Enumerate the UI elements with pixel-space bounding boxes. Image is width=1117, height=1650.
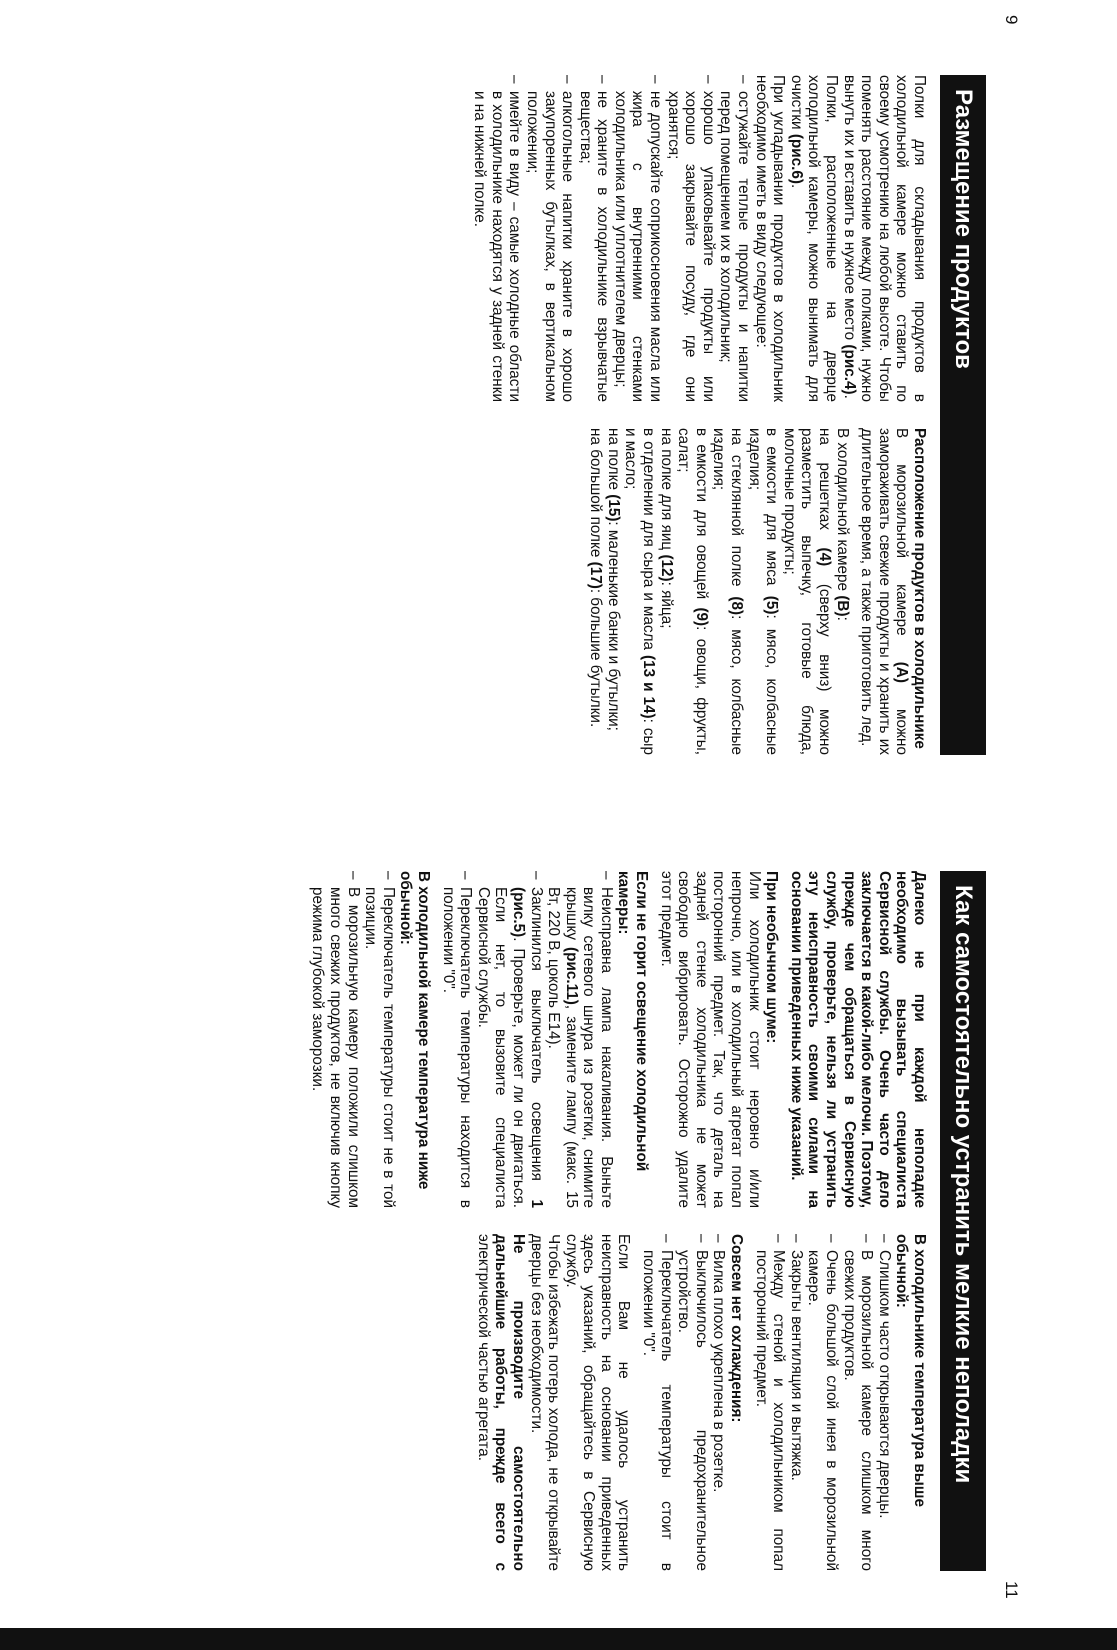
subheading: Совсем нет охлаждения: [728,1234,746,1423]
paragraph: на большой полке (17): большие бутылки. [587,428,605,728]
left-column-2 [471,428,928,755]
paragraph: в отделении для сыра и масла (13 и 14): сыр и масло; [622,428,658,756]
paragraph: на стеклянной полке (8): мясо, колбасные изделия; [710,428,746,756]
list-item: – Вилка плохо укреплена в розетке. [710,1234,728,1571]
list-item: – не допускайте соприкосновения масла или жира с внутренними стенками холодильника или уплотнителем дверцы; [611,75,664,402]
subheading: В холодильной камере температура ниже обычной: [397,871,432,1190]
paragraph: на полке для яиц (12): яйца; [657,428,675,629]
list-item: – Переключатель температуры стоит не в той позиции. [362,871,397,1208]
troubleshoot-list [640,1234,728,1571]
paragraph: на полке (15): маленькие банки и бутылки; [604,428,622,731]
right-page [309,871,986,1571]
list-item: – Между стеной и холодильником попал посторонний предмет. [752,1234,787,1571]
paragraph: В морозильной камере (A) можно замораживать свежие продукты и хранить их длительное время, а также приготовить лед. [858,428,911,756]
paragraph: В холодильной камере (B): [833,428,851,621]
left-page [471,75,986,755]
right-section-title: Как самостоятельно устранить мелкие неполадки [940,871,986,1571]
list-item: – В морозильной камере слишком много свежих продуктов. [840,1234,875,1571]
troubleshoot-list [309,871,397,1208]
tips-list [471,75,753,402]
paragraph: Чтобы избежать потерь холода, не открывайте дверцы без необходимости. [527,1234,563,1571]
page-number-right: 11 [1002,1581,1021,1599]
list-item: – Неисправна лампа накаливания. Выньте вилку сетевого шнура из розетки, снимите крышку (рис.11), замените лампу (макс. 15 Вт, 220 В, цоколь E14). [545,871,615,1208]
paragraph: Если Вам не удалось устранить неисправность на основании приведенных здесь указаний, обращайтесь в Сервисную службу. [562,1234,633,1571]
left-column-1 [471,75,928,402]
paragraph: Или холодильник стоит неровно и/или непрочно, или в холодильный агрегат попал посторонний предмет. Так, что деталь на задней стенке холодильника не может свободно вибрировать. Осторожно удалите этот предмет. [657,871,763,1208]
right-column-2 [309,1234,928,1571]
paragraph: Полки для складывания продуктов в холодильной камере можно ставить по своему усмотрению на любой высоте. Чтобы поменять расстояние между полками, нужно вынуть их и вставить в нужное место (рис.4). [840,75,928,402]
troubleshoot-list [439,871,615,1208]
paragraph: на решетках (4) (сверху вниз) можно разместить выпечку, готовые блюда, молочные продукты; [780,428,834,756]
list-item: – Слишком часто открываются дверцы. [875,1234,893,1571]
list-item: – В морозильную камеру положили слишком много свежих продуктов, не включив кнопку режима глубокой заморозки. [309,871,362,1208]
list-item: – Закрыты вентиляция и вытяжка. [787,1234,805,1571]
paragraph: Полки, расположенные на дверце холодильной камеры, можно вынимать для очистки (рис.6). [787,75,841,402]
page-number-left: 9 [1002,15,1021,25]
list-item: – Переключатель температуры стоит в положении "0". [640,1234,675,1571]
right-column-1 [309,871,928,1208]
list-item: – не храните в холодильнике взрывчатые вещества; [576,75,611,402]
scan-edge-bar [0,1628,1117,1650]
list-item: – Выключилось предохранительное устройство. [675,1234,710,1571]
paragraph: в емкости для мяса (5): мясо, колбасные изделия; [745,428,781,756]
list-item: – остужайте теплые продукты и напитки перед помещением их в холодильник; [717,75,752,402]
list-item: – Заклинился выключатель освещения 1 (рис.5). Проверьте, может ли он двигаться. Если нет, то вызовите специалиста Сервисной службы. [474,871,544,1208]
paragraph: При укладывании продуктов в холодильник необходимо иметь в виду следующее: [752,75,788,402]
subheading: Расположение продуктов в холодильнике [911,428,928,749]
list-item: – алкогольные напитки храните в хорошо закупоренных бутылках, в вертикальном положении; [523,75,576,402]
list-item: – имейте в виду – самые холодные области в холодильнике находятся у задней стенки и на нижней полке. [471,75,524,402]
list-item: – хорошо упаковывайте продукты или хорошо закрывайте посуду, где они хранятся; [664,75,717,402]
paragraph: в емкости для овощей (9): овощи, фрукты, салат; [675,428,710,756]
intro-paragraph: Далеко не при каждой неполадке необходимо вызывать специалиста Сервисной службы. Очень часто дело заключается в какой-либо мелочи. Поэтому, прежде чем обращаться в Сервисную службу, проверьте, нельзя ли устранить эту неисправность своими силами на основании приведенных ниже указаний. [787,871,928,1208]
troubleshoot-list [752,1234,893,1571]
rotated-spread [16,15,1036,1635]
subheading: При необычном шуме: [763,871,781,1044]
list-item: – Очень большой слой инея в морозильной камере. [805,1234,840,1571]
subheading: Если не горит освещение холодильной камеры: [615,871,651,1172]
list-item: – Переключатель температуры находится в положении "0". [439,871,474,1208]
warning-paragraph: Не производите самостоятельно дальнейшие работы, прежде всего с электрической частью агрегата. [474,1234,527,1571]
subheading: В холодильнике температура выше обычной: [893,1234,928,1508]
left-section-title: Размещение продуктов [940,75,986,755]
